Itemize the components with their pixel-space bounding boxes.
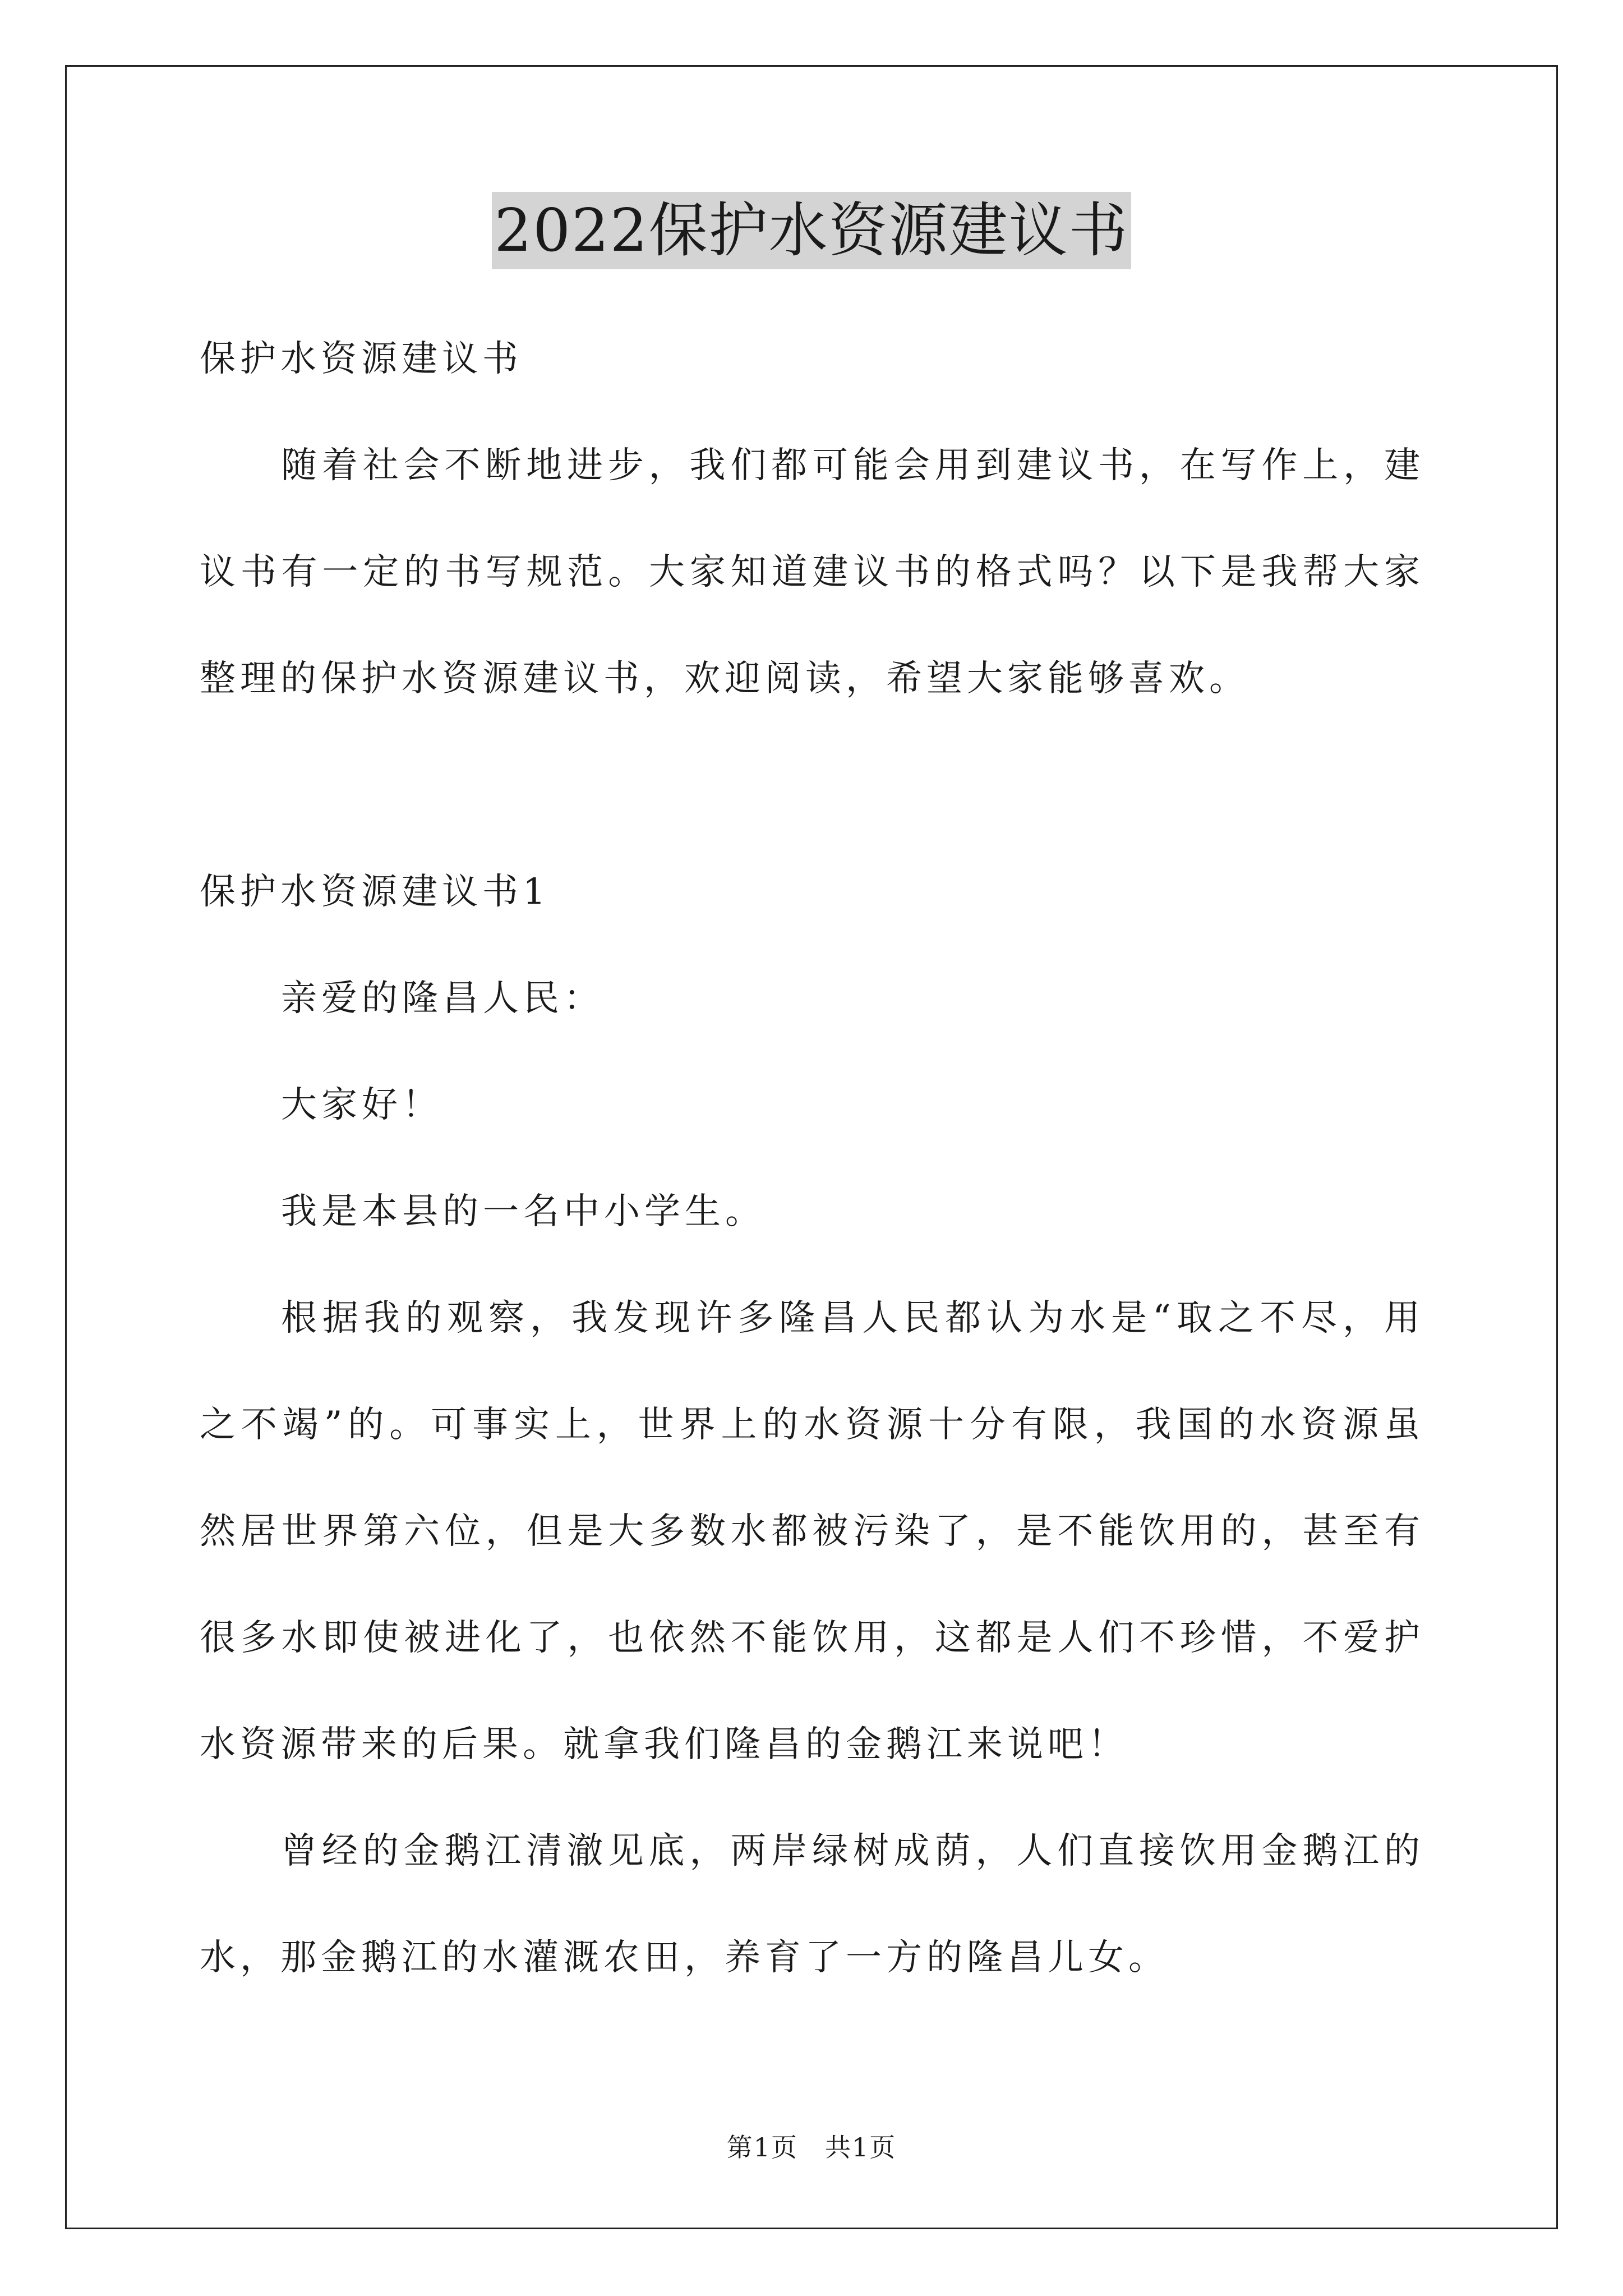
- greeting-paragraph: 大家好！: [281, 1084, 442, 1126]
- document-title: 2022保护水资源建议书: [492, 192, 1131, 269]
- salutation-paragraph: 亲爱的隆昌人民：: [281, 978, 604, 1019]
- intro-paragraph: 随着社会不断地进步，我们都可能会用到建议书，在写作上，建议书有一定的书写规范。大家知道建议书的格式吗？以下是我帮大家整理的保护水资源建议书，欢迎阅读，希望大家能够喜欢。: [200, 445, 1424, 700]
- document-title-block: [0, 192, 1623, 269]
- self-intro-paragraph: 我是本县的一名中小学生。: [281, 1191, 766, 1232]
- paragraph-spacer: [200, 732, 1424, 839]
- document-body: [200, 306, 1424, 2011]
- section-heading: 保护水资源建议书1: [200, 871, 550, 913]
- page-footer: 第1页 共1页: [726, 2132, 897, 2162]
- subtitle-paragraph: 保护水资源建议书: [200, 338, 523, 380]
- observation-paragraph: 根据我的观察，我发现许多隆昌人民都认为水是“取之不尽，用之不竭”的。可事实上，世界上的水资源十分有限，我国的水资源虽然居世界第六位，但是大多数水都被污染了，是不能饮用的，甚至有很多水即使被进化了，也依然不能饮用，这都是人们不珍惜，不爱护水资源带来的后果。就拿我们隆昌的金鹅江来说吧！: [200, 1297, 1424, 1765]
- history-paragraph: 曾经的金鹅江清澈见底，两岸绿树成荫，人们直接饮用金鹅江的水，那金鹅江的水灌溉农田，养育了一方的隆昌儿女。: [200, 1830, 1424, 1978]
